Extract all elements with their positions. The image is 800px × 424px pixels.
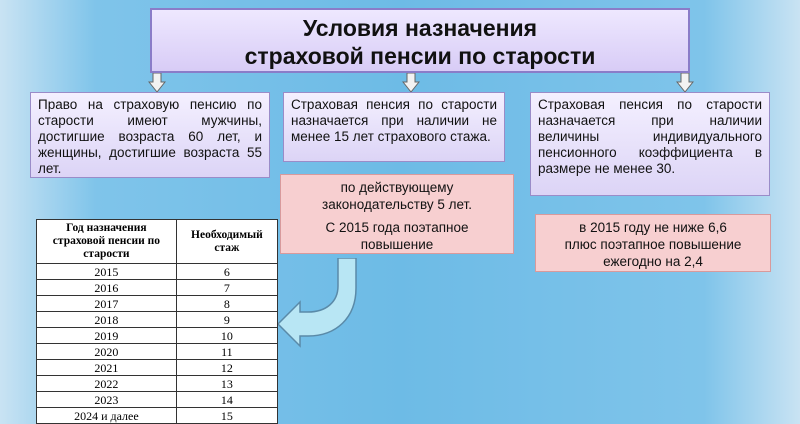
curved-arrow-icon <box>270 258 360 348</box>
title-box <box>150 8 690 73</box>
table-cell-year: 2022 <box>37 376 177 392</box>
table-row <box>37 328 278 344</box>
table-header-row <box>37 220 278 264</box>
table-cell-stazh: 10 <box>176 328 277 344</box>
table-cell-stazh: 7 <box>176 280 277 296</box>
table-cell-stazh: 9 <box>176 312 277 328</box>
table-cell-year: 2018 <box>37 312 177 328</box>
table-cell-year: 2020 <box>37 344 177 360</box>
table-row <box>37 264 278 280</box>
coeff-note-line: ежегодно на 2,4 <box>603 254 703 269</box>
stazh-note-line: повышение <box>360 237 434 252</box>
arrow-down-icon <box>676 73 694 93</box>
stazh-note-box <box>280 174 514 254</box>
table-row <box>37 312 278 328</box>
stazh-note-line: по действующему <box>340 180 454 195</box>
title-line-1: Условия назначения <box>302 15 538 41</box>
stazh-table <box>36 219 278 424</box>
table-header-stazh: Необходимый стаж <box>176 220 277 264</box>
table-row <box>37 376 278 392</box>
condition-stazh-box: Страховая пенсия по старости назначается при наличии не менее 15 лет страхового стажа. <box>283 92 505 162</box>
table-cell-stazh: 15 <box>176 408 277 424</box>
coeff-note-line: в 2015 году не ниже 6,6 <box>579 220 727 235</box>
table-cell-stazh: 8 <box>176 296 277 312</box>
arrow-down-icon <box>402 73 420 93</box>
table-row <box>37 408 278 424</box>
condition-coeff-box: Страховая пенсия по старости назначается при наличии величины индивидуального пенсионного коэффициента в размере не менее 30. <box>530 92 770 196</box>
coeff-note-box <box>535 214 771 272</box>
table-row <box>37 296 278 312</box>
table-cell-stazh: 6 <box>176 264 277 280</box>
table-cell-year: 2021 <box>37 360 177 376</box>
title-line-2: страховой пенсии по старости <box>244 43 596 69</box>
table-cell-year: 2019 <box>37 328 177 344</box>
coeff-note-line: плюс поэтапное повышение <box>564 237 742 252</box>
table-row <box>37 344 278 360</box>
table-cell-stazh: 12 <box>176 360 277 376</box>
arrow-down-icon <box>148 73 166 93</box>
stazh-note-line: С 2015 года поэтапное <box>325 220 469 235</box>
condition-age-box: Право на страховую пенсию по старости имеют мужчины, достигшие возраста 60 лет, и женщины, достигшие возраста 55 лет. <box>30 92 270 178</box>
table-cell-stazh: 14 <box>176 392 277 408</box>
table-cell-stazh: 13 <box>176 376 277 392</box>
table-header-year: Год назначения страховой пенсии по старости <box>37 220 177 264</box>
table-cell-stazh: 11 <box>176 344 277 360</box>
table-cell-year: 2024 и далее <box>37 408 177 424</box>
stazh-note-line: законодательству 5 лет. <box>322 197 472 212</box>
table-cell-year: 2015 <box>37 264 177 280</box>
table-cell-year: 2023 <box>37 392 177 408</box>
table-row <box>37 280 278 296</box>
table-cell-year: 2016 <box>37 280 177 296</box>
table-cell-year: 2017 <box>37 296 177 312</box>
table-row <box>37 360 278 376</box>
